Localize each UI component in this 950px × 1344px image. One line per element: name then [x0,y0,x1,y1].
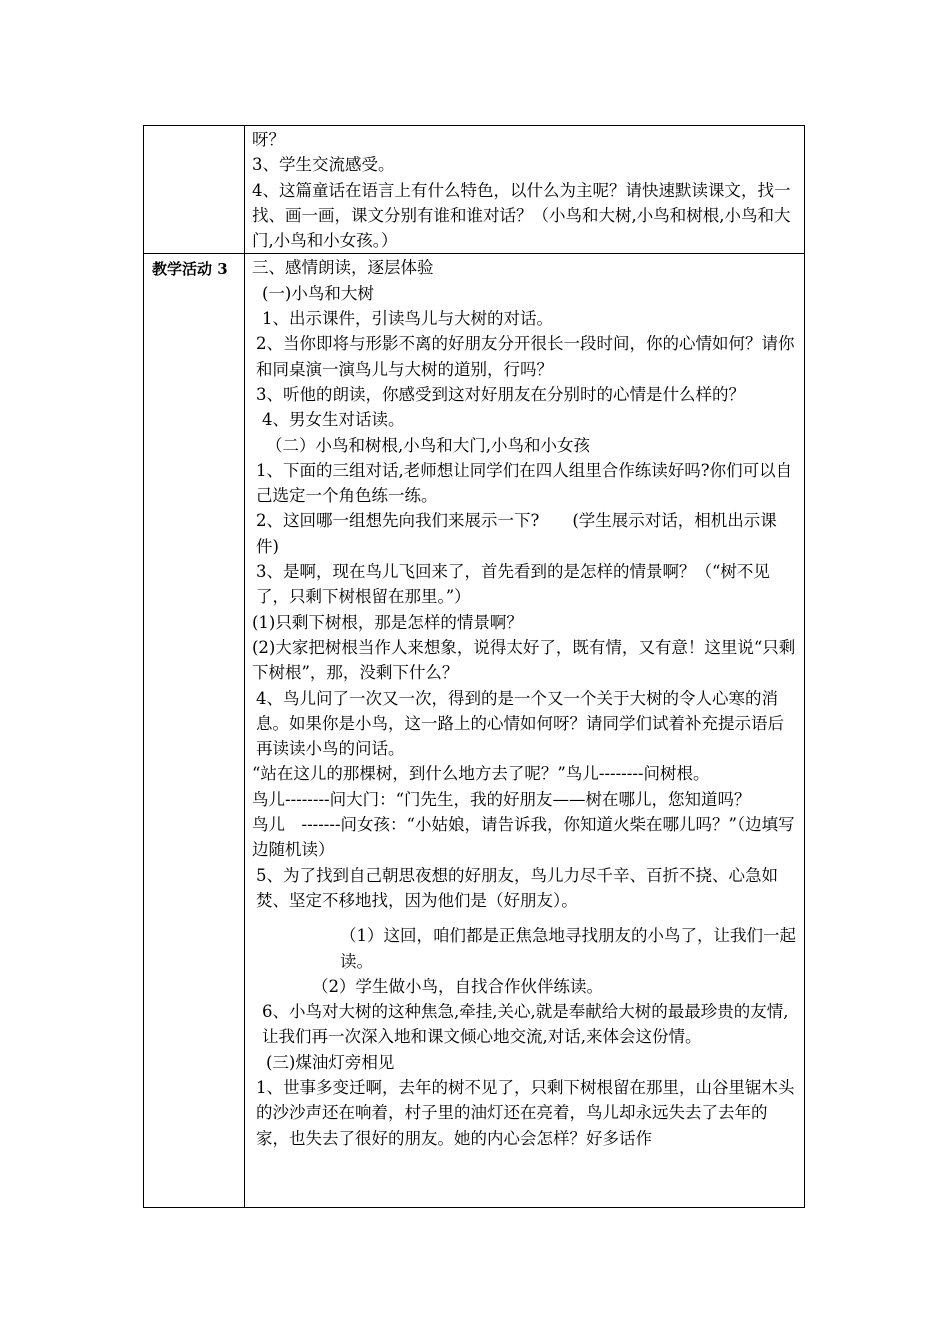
subsection-heading: (三)煤油灯旁相见 [266,1052,395,1072]
table-row [144,126,805,254]
text-line: 3、学生交流感受。 [252,155,395,175]
text-line: 4、这篇童话在语言上有什么特色，以什么为主呢？请快速默读课文，找一找、画一画，课文分别有谁和谁对话？（小鸟和大树,小鸟和树根,小鸟和大门,小鸟和小女孩。） [252,180,791,251]
table-row [144,254,805,1208]
row-content-cell [245,254,805,1208]
text-line: 1、出示课件，引读鸟儿与大树的对话。 [262,309,553,329]
text-line: 2、这回哪一组想先向我们来展示一下? (学生展示对话，相机出示课件) [256,511,777,556]
text-line: 1、世事多变迁啊，去年的树不见了，只剩下树根留在那里，山谷里锯木头的沙沙声还在响着，村子里的油灯还在亮着，鸟儿却永远失去了去年的家，也失去了很好的朋友。她的内心会怎样？好多话作 [256,1077,795,1148]
text-line: “站在这儿的那棵树，到什么地方去了呢？”鸟儿--------问树根。 [252,764,710,784]
text-line: 2、当你即将与形影不离的好朋友分开很长一段时间，你的心情如何？请你和同桌演一演鸟儿与大树的道别，行吗？ [256,334,795,379]
text-line: 6、小鸟对大树的这种焦急,牵挂,关心,就是奉献给大树的最最珍贵的友情,让我们再一次深入地和课文倾心地交流,对话,来体会这份情。 [262,1002,789,1047]
subsection-heading: (一)小鸟和大树 [262,283,374,303]
text-line: 呀？ [252,130,285,149]
text-line: 鸟儿--------问大门：“门先生，我的好朋友——树在哪儿，您知道吗？ [252,789,751,809]
row-content-cell [245,126,805,254]
text-line: 3、是啊，现在鸟儿飞回来了，首先看到的是怎样的情景啊？（“树不见了，只剩下树根留在那里。”） [256,562,770,607]
text-line: （1）这回，咱们都是正焦急地寻找朋友的小鸟了，让我们一起读。 [340,926,796,971]
text-line: 1、下面的三组对话,老师想让同学们在四人组里合作练读好吗?你们可以自己选定一个角色练一练。 [256,460,793,506]
text-line: (1)只剩下树根，那是怎样的情景啊？ [252,612,523,632]
text-line: 鸟儿 -------问女孩：“小姑娘，请告诉我，你知道火柴在哪儿吗？”（边填写边随机读） [252,815,795,860]
lesson-plan-table [143,125,805,1208]
text-line: （2）学生做小鸟，自找合作伙伴练读。 [312,976,603,996]
text-line: (2)大家把树根当作人来想象，说得太好了，既有情，又有意！这里说“只剩下树根”，那，没剩下什么？ [252,637,796,683]
section-heading: 三、感情朗读，逐层体验 [252,258,434,278]
text-line: 4、鸟儿问了一次又一次，得到的是一个又一个关于大树的令人心寒的消息。如果你是小鸟，这一路上的心情如何呀？请同学们试着补充提示语后再读读小鸟的问话。 [256,688,784,759]
text-line: 3、听他的朗读，你感受到这对好朋友在分别时的心情是什么样的？ [256,384,745,404]
text-line: 5、为了找到自己朝思夜想的好朋友，鸟儿力尽千辛、百折不挠、心急如焚、坚定不移地找，因为他们是（好朋友）。 [256,865,778,910]
row-label-cell [144,126,245,254]
text-line: 4、男女生对话读。 [262,410,405,430]
subsection-heading: （二）小鸟和树根,小鸟和大门,小鸟和小女孩 [266,435,590,455]
row-label-cell: 教学活动 3 [144,254,245,1208]
